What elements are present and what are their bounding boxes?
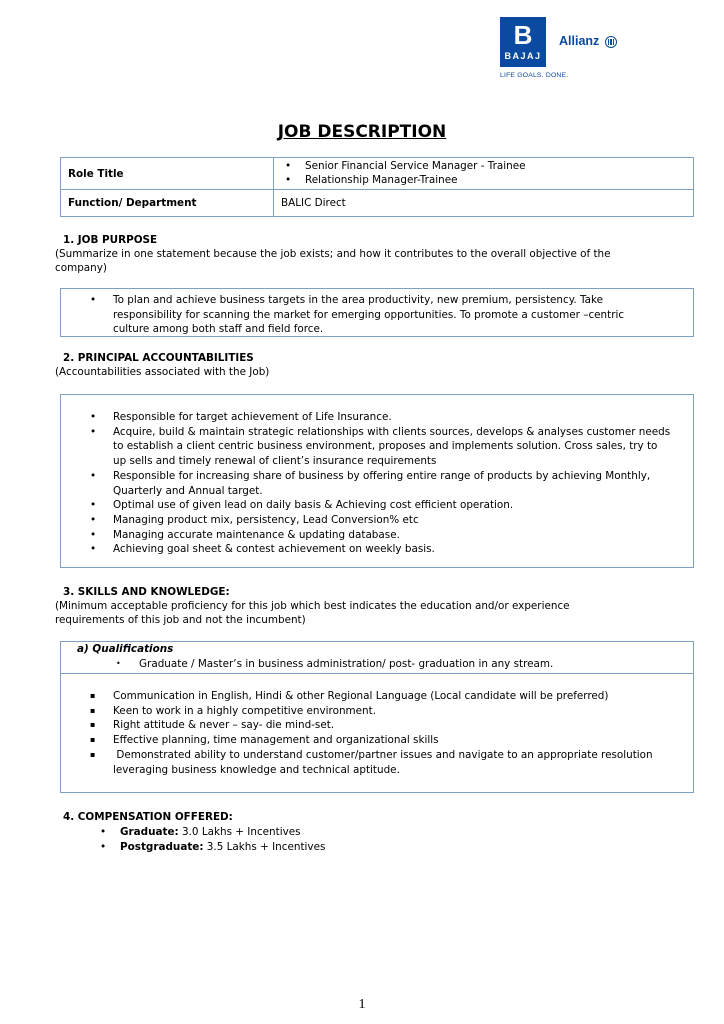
section-1-desc-line: company) (55, 262, 107, 274)
skill-item: ▪ Demonstrated ability to understand customer/partner issues and navigate to an appropriate resolution leveraging business knowledge and technical aptitude. (61, 748, 693, 777)
role-item: • Relationship Manager-Trainee (281, 174, 686, 188)
function-value: BALIC Direct (274, 190, 694, 217)
skills-box (60, 673, 694, 793)
compensation-list (96, 825, 325, 854)
section-1-desc-line: (Summarize in one statement because the job exists; and how it contributes to the overall objective of the (55, 248, 611, 260)
section-4-heading: 4. COMPENSATION OFFERED: (63, 811, 233, 823)
role-title-label: Role Title (61, 158, 274, 190)
qualifications-box (60, 641, 694, 674)
role-title-values (274, 158, 694, 190)
allianz-wordmark (559, 34, 617, 48)
qualifications-list (87, 657, 553, 672)
compensation-value: 3.5 Lakhs + Incentives (203, 840, 326, 853)
section-1-heading: 1. JOB PURPOSE (63, 234, 158, 246)
bajaj-logo-box (500, 17, 546, 67)
section-3-heading: 3. SKILLS AND KNOWLEDGE: (63, 586, 230, 598)
skill-item: ▪ Keen to work in a highly competitive environment. (61, 704, 693, 719)
compensation-item (96, 825, 325, 840)
job-purpose-item: • To plan and achieve business targets in the area productivity, new premium, persistency. Take responsibility for scanning the market for emerging opportunities. To promote a customer –centric culture among both staff and field force. (61, 293, 693, 337)
accountability-item: • Managing product mix, persistency, Lead Conversion% etc (61, 513, 693, 528)
compensation-label: Postgraduate: (120, 840, 204, 853)
accountability-item: • Managing accurate maintenance & updating database. (61, 528, 693, 543)
accountabilities-box (60, 394, 694, 568)
page-number: 1 (358, 997, 366, 1012)
skill-item: ▪ Right attitude & never – say- die mind-set. (61, 718, 693, 733)
accountability-item: • Responsible for target achievement of Life Insurance. (61, 410, 693, 425)
bajaj-b-mark: B (513, 20, 533, 50)
job-purpose-list (61, 293, 693, 337)
role-table (60, 157, 694, 217)
accountability-item: • Acquire, build & maintain strategic relationships with clients sources, develops & analyses customer needs to establish a client centric business environment, proposes and implements solution. Cross sales, try to up sells and timely renewal of client’s insurance requirements (61, 425, 693, 469)
role-list (281, 160, 686, 187)
role-item: • Senior Financial Service Manager - Trainee (281, 160, 686, 174)
allianz-eagle-icon (605, 36, 617, 48)
section-2-heading: 2. PRINCIPAL ACCOUNTABILITIES (63, 352, 254, 364)
skills-list (61, 689, 693, 777)
accountability-item: • Responsible for increasing share of business by offering entire range of products by achieving Monthly, Quarterly and Annual target. (61, 469, 693, 498)
document-title: JOB DESCRIPTION (277, 122, 447, 142)
section-2-desc: (Accountabilities associated with the Job) (55, 366, 270, 378)
job-purpose-box (60, 288, 694, 337)
accountabilities-list (61, 410, 693, 557)
role-title-row (61, 158, 694, 190)
accountability-item: • Achieving goal sheet & contest achievement on weekly basis. (61, 542, 693, 557)
section-3-desc-line: (Minimum acceptable proficiency for this job which best indicates the education and/or experience (55, 600, 570, 612)
skill-item: ▪ Communication in English, Hindi & other Regional Language (Local candidate will be preferred) (61, 689, 693, 704)
function-row (61, 190, 694, 217)
bajaj-wordmark: BAJAJ (504, 51, 542, 61)
compensation-item (96, 840, 325, 855)
accountability-item: • Optimal use of given lead on daily basis & Achieving cost efficient operation. (61, 498, 693, 513)
function-label: Function/ Department (61, 190, 274, 217)
qualification-item: • Graduate / Master’s in business administration/ post- graduation in any stream. (87, 657, 553, 672)
section-3-desc-line: requirements of this job and not the incumbent) (55, 614, 306, 626)
skill-item: ▪ Effective planning, time management and organizational skills (61, 733, 693, 748)
compensation-value: 3.0 Lakhs + Incentives (178, 826, 301, 838)
bajaj-allianz-logo (500, 17, 640, 87)
compensation-label: Graduate: (120, 826, 179, 838)
logo-tagline: LIFE GOALS. DONE. (500, 72, 569, 79)
qualifications-label: a) Qualifications (77, 643, 174, 655)
allianz-text: Allianz (559, 34, 600, 48)
